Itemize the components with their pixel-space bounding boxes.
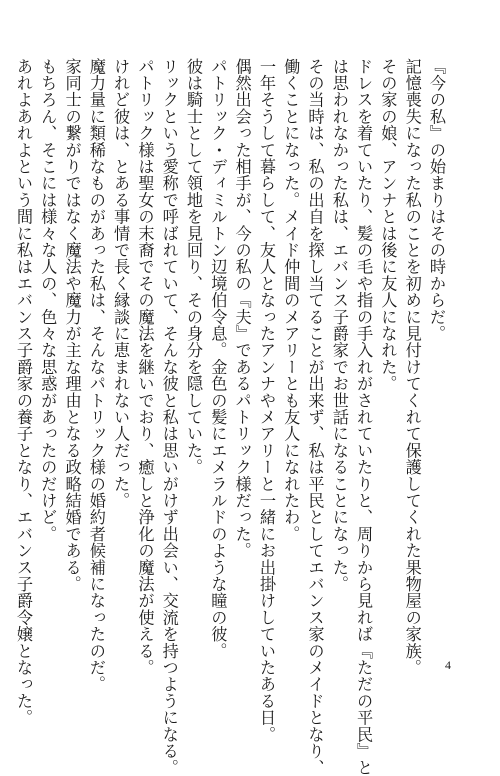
text-line: あれよあれよという間に私はエバンス子爵家の養子となり、エバンス子爵令嬢となった。 bbox=[13, 58, 33, 726]
text-line: 『今の私』の始まりはその時からだ。 bbox=[427, 58, 446, 342]
text-line: パトリック様は聖女の末裔でその魔法を継いでおり、癒しと浄化の魔法が使える。 bbox=[135, 58, 155, 676]
text-line: 一年そうして暮らして、友人となったアンナやメアリーと一緒にお出掛けしていたある日。 bbox=[256, 58, 276, 743]
page-number: 4 bbox=[445, 658, 451, 672]
text-line: リックという愛称で呼ばれていて、そんな彼と私は思いがけず出会い、交流を持つようになる。 bbox=[159, 58, 179, 776]
text-line: 彼は騎士として領地を見回り、その身分を隠していた。 bbox=[184, 58, 204, 476]
text-line: 魔力量に類稀なものがあった私は、そんなパトリック様の婚約者候補になったのだ。 bbox=[86, 58, 106, 693]
text-line: もちろん、そこには様々な人の、色々な思惑があったのだけど。 bbox=[38, 58, 58, 543]
text-line: その当時は、私の出自を探し当てることが出来ず、私は平民としてエバンス家のメイドとなり、 bbox=[305, 58, 325, 776]
text-line: けれど彼は、とある事情で長く縁談に恵まれない人だった。 bbox=[111, 58, 131, 509]
text-line: 記憶喪失になった私のことを初めに見付けてくれて保護してくれた果物屋の家族。 bbox=[402, 58, 422, 676]
vertical-text-body bbox=[11, 58, 448, 776]
text-line: その家の娘、アンナとは後に友人になれた。 bbox=[378, 58, 398, 392]
text-line: は思われなかった私は、エバンス子爵家でお世話になることになった。 bbox=[329, 58, 349, 593]
text-line: 偶然出会った相手が、今の私の『夫』であるパトリック様だった。 bbox=[232, 58, 252, 559]
text-line: パトリック・ディミルトン辺境伯令息。金色の髪にエメラルドのような瞳の彼。 bbox=[208, 58, 228, 660]
text-line: 家同士の繋がりではなく魔法や魔力が主な理由となる政略結婚である。 bbox=[62, 58, 82, 593]
text-line: ドレスを着ていたり、髪の毛や指の手入れがされていたりと、周りから見れば『ただの平民』と bbox=[354, 58, 374, 776]
text-line: 働くことになった。メイド仲間のメアリーとも友人になれたわ。 bbox=[281, 58, 301, 543]
